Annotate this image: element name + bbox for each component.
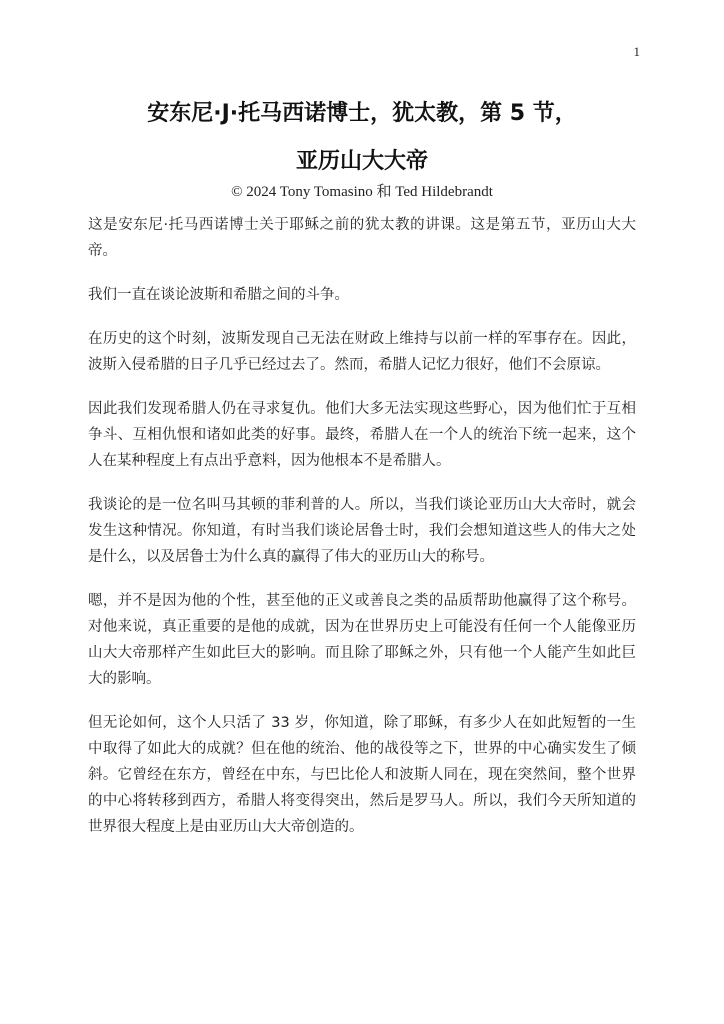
paragraph: 在历史的这个时刻，波斯发现自己无法在财政上维持与以前一样的军事存在。因此，波斯入侵希腊的日子几乎已经过去了。然而，希腊人记忆力很好，他们不会原谅。	[88, 331, 636, 373]
page-number: 1	[633, 44, 640, 59]
body-text	[88, 212, 636, 858]
paragraph: 我谈论的是一位名叫马其顿的菲利普的人。所以，当我们谈论亚历山大大帝时，就会发生这种情况。你知道，有时当我们谈论居鲁士时，我们会想知道这些人的伟大之处是什么，以及居鲁士为什么真的赢得了伟大的亚历山大的称号。	[88, 497, 636, 565]
document-title	[0, 90, 724, 186]
title-line-2: 亚历山大大帝	[295, 149, 428, 174]
title-line-1: 安东尼·J·托马西诺博士，犹太教，第 5 节，	[147, 101, 577, 126]
paragraph: 我们一直在谈论波斯和希腊之间的斗争。	[88, 287, 349, 303]
paragraph: 但无论如何，这个人只活了 33 岁，你知道，除了耶稣，有多少人在如此短暂的一生中取得了如此大的成就？但在他的统治、他的战役等之下，世界的中心确实发生了倾斜。它曾经在东方，曾经在中东，与巴比伦人和波斯人同在，现在突然间，整个世界的中心将转移到西方，希腊人将变得突出，然后是罗马人。所以，我们今天所知道的世界很大程度上是由亚历山大大帝创造的。	[88, 715, 636, 835]
paragraph: 这是安东尼·托马西诺博士关于耶稣之前的犹太教的讲课。这是第五节，亚历山大大帝。	[88, 217, 636, 259]
copyright-line: © 2024 Tony Tomasino 和 Ted Hildebrandt	[231, 184, 493, 200]
paragraph: 嗯，并不是因为他的个性，甚至他的正义或善良之类的品质帮助他赢得了这个称号。对他来说，真正重要的是他的成就，因为在世界历史上可能没有任何一个人能像亚历山大大帝那样产生如此巨大的影响。而且除了耶稣之外，只有他一个人能产生如此巨大的影响。	[88, 593, 636, 687]
paragraph: 因此我们发现希腊人仍在寻求复仇。他们大多无法实现这些野心，因为他们忙于互相争斗、互相仇恨和诸如此类的好事。最终，希腊人在一个人的统治下统一起来，这个人在某种程度上有点出乎意料，因为他根本不是希腊人。	[88, 401, 636, 469]
